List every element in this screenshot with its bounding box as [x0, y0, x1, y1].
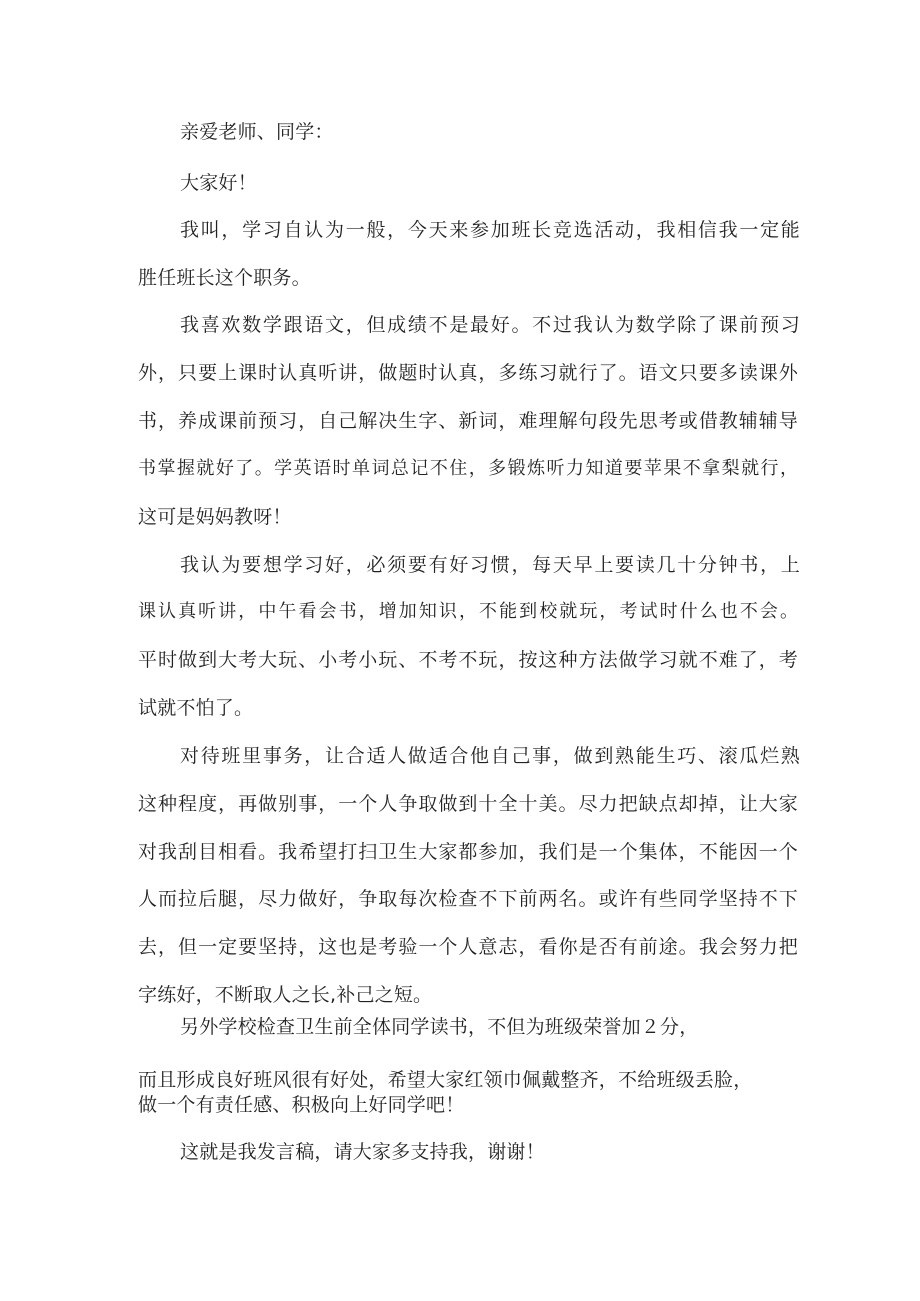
paragraph-line: 书掌握就好了。学英语时单词总记不住，多锻炼听力知道要苹果不拿梨就行，	[138, 458, 798, 479]
paragraph-line: 平时做到大考大玩、小考小玩、不考不玩，按这种方法做学习就不难了，考	[138, 649, 798, 671]
paragraph-line: 对我刮目相看。我希望打扫卫生大家都参加，我们是一个集体，不能因一个	[138, 841, 798, 863]
paragraph-line: 而且形成良好班风很有好处，希望大家红领巾佩戴整齐，不给班级丢脸，	[138, 1069, 753, 1091]
paragraph-line: 我叫，学习自认为一般，今天来参加班长竞选活动，我相信我一定能	[180, 219, 800, 241]
paragraph-line: 试就不怕了。	[138, 697, 254, 719]
paragraph-line: 书，养成课前预习，自己解决生字、新词，难理解句段先思考或借教辅辅导	[138, 410, 798, 432]
paragraph-line: 人而拉后腿，尽力做好，争取每次检查不下前两名。或许有些同学坚持不下	[138, 888, 798, 910]
greeting: 大家好！	[180, 172, 257, 194]
paragraph-line: 做一个有责任感、积极向上好同学吧！	[138, 1094, 465, 1116]
paragraph-line: 外，只要上课时认真听讲，做题时认真，多练习就行了。语文只要多读课外	[138, 362, 798, 384]
paragraph-line: 我喜欢数学跟语文，但成绩不是最好。不过我认为数学除了课前预习	[180, 314, 800, 336]
paragraph-line: 我认为要想学习好，必须要有好习惯，每天早上要读几十分钟书，上	[180, 554, 800, 576]
paragraph-line: 对待班里事务，让合适人做适合他自己事，做到熟能生巧、滚瓜烂熟	[180, 745, 800, 767]
closing-line: 这就是我发言稿，请大家多支持我，谢谢！	[180, 1141, 545, 1163]
paragraph-line: 另外学校检查卫生前全体同学读书，不但为班级荣誉加２分，	[180, 1016, 699, 1038]
paragraph-line: 去，但一定要坚持，这也是考验一个人意志，看你是否有前途。我会努力把	[138, 936, 798, 958]
paragraph-line: 这可是妈妈教呀！	[138, 506, 292, 528]
paragraph-line: 课认真听讲，中午看会书，增加知识，不能到校就玩，考试时什么也不会。	[138, 601, 798, 622]
paragraph-line: 这种程度，再做别事，一个人争取做到十全十美。尽力把缺点却掉，让大家	[138, 793, 798, 815]
salutation: 亲爱老师、同学：	[180, 121, 334, 143]
paragraph-line: 胜任班长这个职务。	[138, 267, 311, 289]
paragraph-line: 字练好，不断取人之长,补己之短。	[138, 984, 433, 1006]
